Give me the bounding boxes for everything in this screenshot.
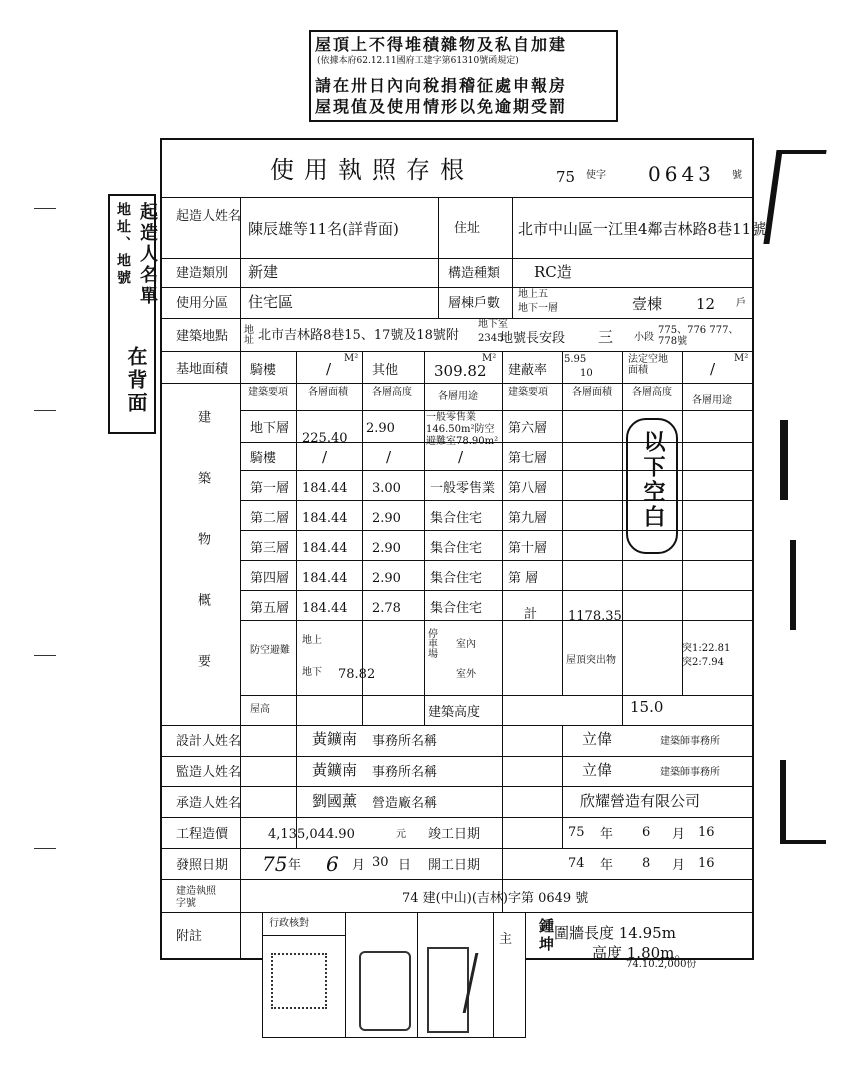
ymd-month: 月: [352, 858, 366, 873]
row-1f-height: 3.00: [372, 481, 401, 496]
header-use: 各層用途: [438, 391, 478, 402]
blank-note: 以下空白: [640, 430, 666, 530]
supervisor-office-suffix: 建築師事務所: [660, 767, 720, 778]
site-prefix: 地址: [244, 325, 254, 346]
units-count: 12: [696, 295, 716, 313]
roof-label: 屋頂突出物: [566, 655, 616, 666]
coverage-sub: 10: [580, 368, 593, 379]
license-stub-form: [160, 138, 767, 962]
zoning-value: 住宅區: [248, 293, 294, 311]
start-year: 74: [568, 856, 585, 871]
unit-m2: M²: [734, 353, 749, 364]
row-5f-use: 集合住宅: [430, 601, 483, 616]
row-4f-height: 2.90: [372, 571, 401, 586]
row-8f-name: 第八層: [508, 481, 548, 496]
contractor-value: 劉國薰: [312, 792, 358, 810]
row-2f-name: 第二層: [250, 511, 290, 526]
approval-stamp-block: [262, 912, 526, 1038]
notice-line-1: 屋頂上不得堆積雜物及私自加建: [315, 35, 568, 54]
start-day: 16: [698, 856, 715, 871]
header-item-right: 建築要項: [508, 387, 548, 398]
parking-label: 停車場: [428, 629, 438, 660]
side-note-col1: 起造人名單: [137, 202, 158, 307]
row-1f-use: 一般零售業: [430, 481, 496, 496]
roof-value-2: 突2:7.94: [682, 657, 724, 668]
build-class-value: 新建: [248, 263, 279, 281]
edge-artifact: [780, 420, 818, 500]
cost-label: 工程造價: [176, 827, 229, 842]
land-item-other: 其他: [372, 363, 399, 378]
start-month: 8: [642, 856, 651, 871]
row-5f-height: 2.78: [372, 601, 401, 616]
row-arcade-use: /: [458, 448, 464, 466]
side-note-col2: 地址、地號: [115, 202, 131, 287]
edge-artifact: [763, 150, 826, 244]
designer-office-suffix: 建築師事務所: [660, 736, 720, 747]
units-suffix: 戶: [736, 298, 746, 309]
build-class-label: 建造類別: [176, 266, 229, 281]
building-height-value: 15.0: [630, 698, 664, 716]
total-value: 1178.35: [568, 609, 622, 624]
structure-label: 構造種類: [448, 266, 501, 281]
parking-indoor: 室內: [456, 639, 476, 650]
shelter-above: 地上: [302, 635, 322, 646]
approver-name: 鍾坤: [537, 918, 555, 954]
notes-label: 附註: [176, 929, 203, 944]
license-number: 0643: [648, 162, 715, 186]
notice-line-2: (依據本府62.12.11國府工建字第61310號函規定): [317, 56, 519, 66]
margin-mark: [34, 655, 56, 656]
boss-label: 主: [499, 932, 513, 947]
legal-open-label: 法定空地面積: [628, 354, 668, 376]
cost-value: 4,135,044.90: [268, 827, 355, 842]
supervisor-office-label: 事務所名稱: [372, 765, 438, 780]
header-area: 各層面積: [308, 387, 348, 398]
ymd-month: 月: [672, 827, 686, 842]
site-label: 建築地點: [176, 329, 229, 344]
roof-value-1: 突1:22.81: [682, 643, 731, 654]
row-basement-height: 2.90: [366, 421, 395, 436]
ymd-day: 日: [398, 858, 412, 873]
seal-stamp: [359, 951, 411, 1031]
row-arcade-area: /: [322, 448, 328, 466]
cost-unit: 元: [396, 829, 406, 840]
permit-value: 74 建(中山)(吉林)字第 0649 號: [402, 891, 589, 906]
issue-label: 發照日期: [176, 858, 229, 873]
row-2f-use: 集合住宅: [430, 511, 483, 526]
license-suffix: 號: [732, 170, 742, 181]
ymd-year: 年: [600, 827, 614, 842]
company-label: 營造廠名稱: [372, 796, 438, 811]
row-3f-use: 集合住宅: [430, 541, 483, 556]
edge-artifact: [790, 540, 826, 630]
address-value: 北市中山區一江里4鄰吉林路8巷11號: [518, 220, 767, 238]
land-area-label: 基地面積: [176, 362, 229, 377]
builder-value: 陳辰雄等11名(詳背面): [248, 220, 399, 238]
issue-year: 75: [262, 852, 288, 876]
header-height: 各層高度: [372, 387, 412, 398]
header-item: 建築要項: [248, 387, 288, 398]
site-lot-pre: 地下室: [478, 319, 508, 330]
site-lots: 775、776 777、778號: [658, 325, 739, 347]
site-sub: 三: [598, 328, 614, 346]
notice-line-3: 請在卅日內向稅捐稽征處申報房: [315, 76, 568, 95]
row-2f-area: 184.44: [302, 511, 348, 526]
builder-label: 起造人姓名: [176, 209, 242, 224]
eave-label: 屋高: [250, 704, 270, 715]
wall-height: 高度 1.80m。: [592, 944, 690, 962]
row-7f-name: 第七層: [508, 451, 548, 466]
row-basement-name: 地下層: [250, 421, 290, 436]
print-number: 74.10.2,000份: [626, 959, 697, 970]
complete-day: 16: [698, 825, 715, 840]
land-item-arcade: 騎樓: [250, 363, 277, 378]
complete-year: 75: [568, 825, 585, 840]
site-small: 小段: [634, 332, 654, 343]
row-4f-use: 集合住宅: [430, 571, 483, 586]
ymd-year: 年: [288, 858, 302, 873]
header-use-right: 各層用途: [692, 395, 732, 406]
shelter-label: 防空避難: [250, 645, 290, 656]
row-1f-name: 第一層: [250, 481, 290, 496]
slash: /: [326, 360, 332, 378]
land-other-value: 309.82: [434, 362, 487, 380]
ymd-month: 月: [672, 858, 686, 873]
complete-month: 6: [642, 825, 651, 840]
row-3f-height: 2.90: [372, 541, 401, 556]
row-9f-name: 第九層: [508, 511, 548, 526]
side-note-box: [108, 194, 156, 434]
building-height-label: 建築高度: [428, 705, 481, 720]
structure-value: RC造: [534, 263, 572, 281]
floors-label: 層棟戶數: [448, 296, 501, 311]
margin-mark: [34, 208, 56, 209]
row-6f-name: 第六層: [508, 421, 548, 436]
unit-m2: M²: [344, 353, 359, 364]
permit-label: 建造執照字號: [176, 886, 216, 909]
roof-notice-stamp: [309, 30, 618, 122]
address-label: 住址: [454, 221, 481, 236]
shelter-below: 地下: [302, 667, 322, 678]
row-nf-name: 第 層: [508, 571, 539, 586]
contractor-label: 承造人姓名: [176, 796, 242, 811]
supervisor-office: 立偉: [582, 761, 613, 779]
header-area-right: 各層面積: [572, 387, 612, 398]
shelter-below-value: 78.82: [338, 667, 376, 682]
row-1f-area: 184.44: [302, 481, 348, 496]
designer-office-label: 事務所名稱: [372, 734, 438, 749]
ymd-year: 年: [600, 858, 614, 873]
row-5f-area: 184.44: [302, 601, 348, 616]
coverage-value: 5.95: [564, 354, 587, 365]
floors-below: 地下一層: [518, 303, 558, 314]
license-type: 使字: [586, 170, 606, 181]
zoning-label: 使用分區: [176, 296, 229, 311]
margin-mark: [34, 410, 56, 411]
blank-note-circle: [626, 418, 678, 554]
row-arcade-name: 騎樓: [250, 451, 277, 466]
unit-m2: M²: [482, 353, 497, 364]
review-label: 行政核對: [269, 918, 309, 929]
floors-above: 地上五: [518, 289, 548, 300]
wall-length: 圍牆長度 14.95m: [554, 924, 676, 942]
complete-label: 竣工日期: [428, 827, 481, 842]
row-10f-name: 第十層: [508, 541, 548, 556]
side-note-col3: 在背面: [124, 346, 148, 415]
slash: /: [710, 360, 716, 378]
company-value: 欣耀營造有限公司: [580, 792, 701, 810]
row-4f-area: 184.44: [302, 571, 348, 586]
issue-day: 30: [372, 855, 389, 870]
row-2f-height: 2.90: [372, 511, 401, 526]
buildings-count: 壹棟: [632, 295, 663, 313]
row-basement-use: 一般零售業146.50m²防空避難室78.90m²: [426, 412, 499, 447]
total-label: 計: [524, 607, 538, 622]
building-section-label: 建築物概要: [195, 410, 210, 715]
header-height-right: 各層高度: [632, 387, 672, 398]
site-section: 地號長安段: [500, 331, 566, 346]
site-lot-nums: 2345: [478, 333, 504, 344]
row-3f-name: 第三層: [250, 541, 290, 556]
site-value: 北市吉林路8巷15、17號及18號附: [258, 328, 459, 343]
seal-stamp: [427, 947, 469, 1033]
supervisor-value: 黃鑛南: [312, 761, 358, 779]
margin-mark: [34, 848, 56, 849]
notice-line-4: 屋現值及使用情形以免逾期受罰: [315, 97, 568, 116]
form-title: 使用執照存根: [270, 156, 474, 184]
supervisor-label: 監造人姓名: [176, 765, 242, 780]
designer-label: 設計人姓名: [176, 734, 242, 749]
coverage-label: 建蔽率: [508, 363, 548, 378]
row-3f-area: 184.44: [302, 541, 348, 556]
row-arcade-height: /: [386, 448, 392, 466]
edge-artifact: [780, 760, 826, 844]
parking-outdoor: 室外: [456, 669, 476, 680]
row-5f-name: 第五層: [250, 601, 290, 616]
designer-value: 黃鑛南: [312, 730, 358, 748]
designer-office: 立偉: [582, 730, 613, 748]
start-label: 開工日期: [428, 858, 481, 873]
license-year: 75: [556, 168, 576, 186]
issue-month: 6: [326, 852, 339, 876]
seal-stamp: [271, 953, 327, 1009]
row-4f-name: 第四層: [250, 571, 290, 586]
row-basement-area: 225.40: [302, 431, 348, 446]
